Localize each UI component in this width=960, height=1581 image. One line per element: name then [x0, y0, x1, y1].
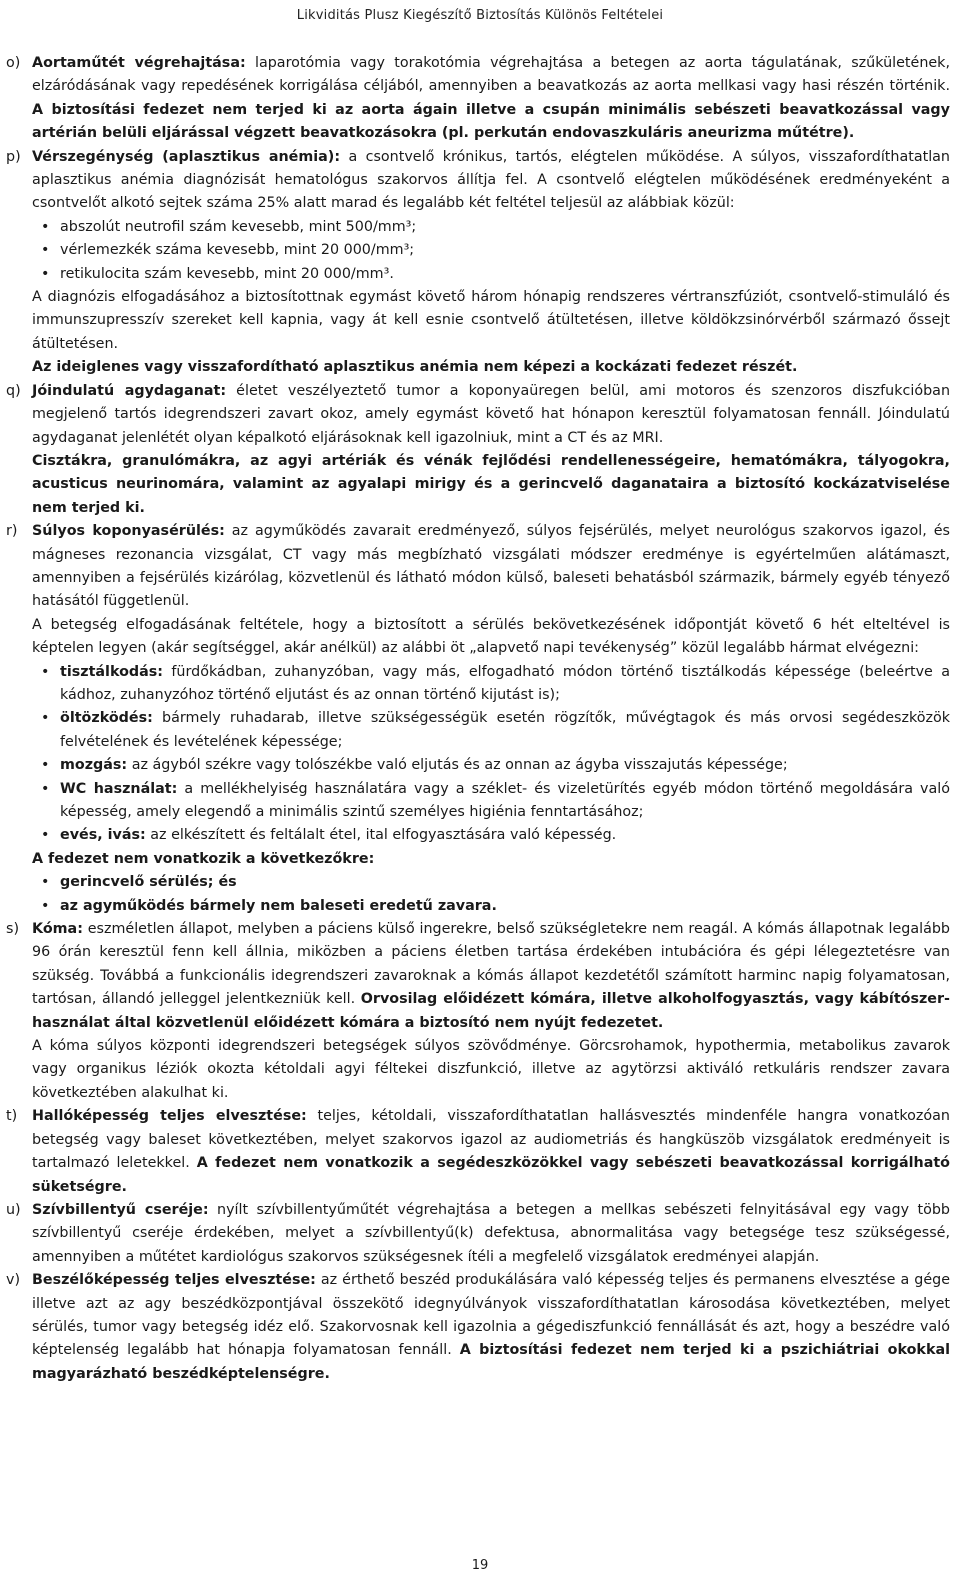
section-u: u) Szívbillentyű cseréje: nyílt szívbillentyűműtét végrehajtása a betegen a mellkas sebészeti felnyitásával egy vagy több szívbillentyű cseréje érdekében, melyet a szívbillentyű(k) defektusa, abnormalitása vagy betegsége tesz szükségessé, amennyiben a műtétet kardiológus szakorvos szükségesnek ítéli a megfelelő vizsgálatok eredményei alapján.: [6, 1199, 950, 1269]
item-title: Vérszegénység (aplasztikus anémia):: [32, 148, 341, 165]
exclusion-text: Az ideiglenes vagy visszafordítható aplasztikus anémia nem képezi a kockázati fedezet részét.: [32, 359, 798, 376]
item-letter: v): [6, 1272, 21, 1289]
exclusion-list: [32, 871, 950, 918]
list-item: • abszolút neutrofil szám kevesebb, mint 500/mm³;: [32, 216, 950, 239]
exclusion-text: A fedezet nem vonatkozik a segédeszközökkel vagy sebészeti beavatkozással korrigálható süketségre.: [32, 1155, 950, 1195]
list-item: • retikulocita szám kevesebb, mint 20 000/mm³.: [32, 263, 950, 286]
section-o: o) Aortaműtét végrehajtása: laparotómia vagy torakotómia végrehajtása a betegen az aorta tágulatának, szűkületének, elzáródásának vagy repedésének korrigálása céljából, amennyiben a beavatkozás az aorta mellkasi vagy hasi részén történik. A biztosítási fedezet nem terjed ki az aorta ágain illetve a csupán minimális sebészeti beavatkozással vagy artérián belüli eljárással végzett beavatkozásokra (pl. perkután endovaszkuláris aneurizma műtétre).: [6, 52, 950, 146]
list-item: • mozgás: az ágyból székre vagy tolószékbe való eljutás és az onnan az ágyba visszajutás képessége;: [32, 754, 950, 777]
page-number: 19: [471, 1558, 489, 1573]
item-title: Súlyos koponyasérülés:: [32, 523, 225, 540]
section-p: p) Vérszegénység (aplasztikus anémia): a csontvelő krónikus, tartós, elégtelen működése. A súlyos, visszafordíthatatlan aplasztikus anémia diagnózisát hematológus szakorvos állítja fel. A csontvelő elégtelen működésének eredményeként a csontvelőt alkotó sejtek száma 25% alatt marad és legalább két feltétel teljesül az alábbiak közül: • abszolút neutrofil szám kevesebb, mint 500/mm³; • vérlemezkék száma kevesebb, mint 20 000/mm³; • retikulocita szám kevesebb, mint 20 000/mm³. A diagnózis elfogadásához a biztosítottnak egymást követő három hónapig rendszeres vértranszfúziót, csontvelő-stimuláló és immunszupresszív szereket kell kapnia, vagy át kell esnie csontvelő átültetésen, illetve köldökzsinórvérből származó őssejt átültetésen. Az ideiglenes vagy visszafordítható aplasztikus anémia nem képezi a kockázati fedezet részét.: [6, 146, 950, 380]
exclusion-text: Cisztákra, granulómákra, az agyi artériák és vénák fejlődési rendellenességeire, hematómákra, tályogokra, acusticus neurinomára, valamint az agyalapi mirigy és a gerincvelő daganataira a biztosító kockázatviselése nem terjed ki.: [32, 452, 950, 516]
list-item: • evés, ivás: az elkészített és feltálalt étel, ital elfogyasztására való képesség.: [32, 824, 950, 847]
item-letter: q): [6, 382, 21, 399]
item-title: Szívbillentyű cseréje:: [32, 1201, 209, 1218]
activities-list: [32, 661, 950, 848]
section-v: v) Beszélőképesség teljes elvesztése: az érthető beszéd produkálására való képesség teljes és permanens elvesztése a gége illetve azt az agy beszédközpontjával összekötő idegnyúlványok visszafordíthatatlan károsodása következtében, melyet sérülés, tumor vagy betegség idéz elő. Szakorvosnak kell igazolnia a gégediszfunkció fennállását és azt, hogy a beszédre való képtelenség legalább hat hónapja folyamatosan fennáll. A biztosítási fedezet nem terjed ki a pszichiátriai okokkal magyarázható beszédképtelenségre.: [6, 1269, 950, 1386]
list-item: • gerincvelő sérülés; és: [32, 871, 950, 894]
list-item: • az agyműködés bármely nem baleseti eredetű zavara.: [32, 895, 950, 918]
item-letter: t): [6, 1108, 18, 1125]
item-letter: u): [6, 1201, 21, 1218]
exclusion-title: A fedezet nem vonatkozik a következőkre:: [32, 850, 375, 867]
list-item: • vérlemezkék száma kevesebb, mint 20 000/mm³;: [32, 239, 950, 262]
list-item: • tisztálkodás: fürdőkádban, zuhanyzóban, vagy más, elfogadható módon történő tisztálkodás képessége (beleértve a kádhoz, zuhanyzóhoz történő eljutást és az onnan történő kijutást is);: [32, 661, 950, 708]
paragraph: A kóma súlyos központi idegrendszeri betegségek súlyos szövődménye. Görcsrohamok, hypothermia, metabolikus zavarok vagy organikus léziók okozta kétoldali agyi féltekei diszfunkció, illetve az agytörzsi aktiváló retkuláris rendszer zavara következtében alakulhat ki.: [32, 1038, 950, 1101]
item-title: Hallóképesség teljes elvesztése:: [32, 1108, 307, 1125]
section-r: r) Súlyos koponyasérülés: az agyműködés zavarait eredményező, súlyos fejsérülés, melyet neurológus szakorvos igazol, és mágneses rezonancia vizsgálat, CT vagy más megbízható vizsgálati módszer eredménye is egyértelműen alátámaszt, amennyiben a fejsérülés kizárólag, közvetlenül és látható módon külső, baleseti behatásból származik, bármely egyéb tényező hatásától függetlenül. A betegség elfogadásának feltétele, hogy a biztosított a sérülés bekövetkezésének időpontját követő 6 hét elteltével is képtelen legyen (akár segítséggel, akár anélkül) az alábbi öt „alapvető napi tevékenység” közül legalább hármat elvégezni: • tisztálkodás: fürdőkádban, zuhanyzóban, vagy más, elfogadható módon történő tisztálkodás képessége (beleértve a kádhoz, zuhanyzóhoz történő eljutást és az onnan történő kijutást is); • öltözködés: bármely ruhadarab, illetve szükségességük esetén rögzítők, művégtagok és más orvosi segédeszközök felvételének és levételének képessége; • mozgás: az ágyból székre vagy tolószékbe való eljutás és az onnan az ágyba visszajutás képessége; • WC használat: a mellékhelyiség használatára vagy a széklet- és vizeletürítés egyéb módon történő megoldására való képesség, amely elegendő a minimális szintű személyes higiénia fenntartásához; • evés, ivás: az elkészített és feltálalt étel, ital elfogyasztására való képesség. A fedezet nem vonatkozik a következőkre: • gerincvelő sérülés; és • az agyműködés bármely nem baleseti eredetű zavara.: [6, 520, 950, 918]
list-item: • öltözködés: bármely ruhadarab, illetve szükségességük esetén rögzítők, művégtagok és más orvosi segédeszközök felvételének és levételének képessége;: [32, 707, 950, 754]
section-q: q) Jóindulatú agydaganat: életet veszélyeztető tumor a koponyaüregen belül, ami motoros és szenzoros diszfukcióban megjelenő tartós idegrendszeri zavart okoz, amely egymást követő hat hónapon keresztül folyamatosan fennáll. Jóindulatú agydaganat jelenlétét olyan képalkotó eljárásoknak kell igazolniuk, mint a CT és az MRI. Cisztákra, granulómákra, az agyi artériák és vénák fejlődési rendellenességeire, hematómákra, tályogokra, acusticus neurinomára, valamint az agyalapi mirigy és a gerincvelő daganataira a biztosító kockázatviselése nem terjed ki.: [6, 380, 950, 520]
item-letter: s): [6, 921, 20, 938]
item-title: Beszélőképesség teljes elvesztése:: [32, 1272, 316, 1289]
section-t: t) Hallóképesség teljes elvesztése: teljes, kétoldali, visszafordíthatatlan hallásvesztés mindenféle hangra vonatkozóan betegség vagy baleset következtében, melyet szakorvos igazol az audiometriás és hangküszöb vizsgálatok eredményeit is tartalmazó leletekkel. A fedezet nem vonatkozik a segédeszközökkel vagy sebészeti beavatkozással korrigálható süketségre.: [6, 1105, 950, 1199]
item-title: Jóindulatú agydaganat:: [32, 382, 227, 399]
exclusion-text: Orvosilag előidézett kómára, illetve alkoholfogyasztás, vagy kábítószer-használat által közvetlenül előidézett kómára a biztosító nem nyújt fedezetet.: [32, 991, 950, 1031]
item-letter: o): [6, 55, 21, 71]
paragraph: A betegség elfogadásának feltétele, hogy a biztosított a sérülés bekövetkezésének időpontját követő 6 hét elteltével is képtelen legyen (akár segítséggel, akár anélkül) az alábbi öt „alapvető napi tevékenység” közül legalább hármat elvégezni:: [32, 616, 950, 657]
paragraph: A diagnózis elfogadásához a biztosítottnak egymást követő három hónapig rendszeres vértranszfúziót, csontvelő-stimuláló és immunszupresszív szereket kell kapnia, vagy át kell esnie csontvelő átültetésen, illetve köldökzsinórvérből származó őssejt átültetésen.: [32, 289, 950, 352]
exclusion-text: A biztosítási fedezet nem terjed ki az aorta ágain illetve a csupán minimális sebészeti beavatkozással vagy artérián belüli eljárással végzett beavatkozásokra (pl. perkután endovaszkuláris aneurizma műtétre).: [32, 101, 950, 142]
section-s: s) Kóma: eszméletlen állapot, melyben a páciens külső ingerekre, belső szükségletekre nem reagál. A kómás állapotnak legalább 96 órán keresztül fenn kell állnia, miközben a páciens életben tartása érdekében intubációra és gépi lélegeztetésre van szükség. Továbbá a funkcionális idegrendszeri zavaroknak a kómás állapot kezdetétől számított harminc napig folyamatosan, tartósan, állandó jelleggel jelentkezniük kell. Orvosilag előidézett kómára, illetve alkoholfogyasztás, vagy kábítószer-használat által közvetlenül előidézett kómára a biztosító nem nyújt fedezetet. A kóma súlyos központi idegrendszeri betegségek súlyos szövődménye. Görcsrohamok, hypothermia, metabolikus zavarok vagy organikus léziók okozta kétoldali agyi féltekei diszfunkció, illetve az agytörzsi aktiváló retkuláris rendszer zavara következtében alakulhat ki.: [6, 918, 950, 1105]
document-body: [6, 52, 950, 1386]
list-item: • WC használat: a mellékhelyiség használatára vagy a széklet- és vizeletürítés egyéb módon történő megoldására való képesség, amely elegendő a minimális szintű személyes higiénia fenntartásához;: [32, 778, 950, 825]
page-header: Likviditás Plusz Kiegészítő Biztosítás Különös Feltételei: [296, 8, 664, 23]
criteria-list: [32, 216, 950, 286]
item-title: Kóma:: [32, 921, 83, 938]
item-title: Aortaműtét végrehajtása:: [32, 55, 246, 71]
item-letter: r): [6, 523, 18, 540]
item-letter: p): [6, 148, 21, 165]
exclusion-text: A biztosítási fedezet nem terjed ki a pszichiátriai okokkal magyarázható beszédképtelenségre.: [32, 1342, 950, 1382]
